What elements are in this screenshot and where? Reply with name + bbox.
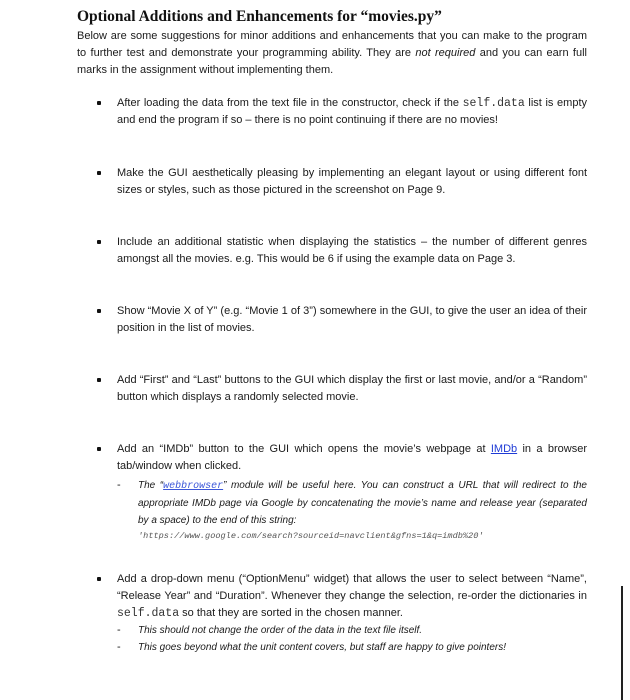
list-item bbox=[97, 571, 587, 656]
bullet-icon bbox=[97, 309, 101, 313]
sub-list-item bbox=[97, 639, 587, 656]
bullet-icon bbox=[97, 577, 101, 581]
page-title: Optional Additions and Enhancements for “movies.py” bbox=[77, 8, 442, 25]
list-item bbox=[97, 95, 587, 129]
note-text: This goes beyond what the unit content covers, but staff are happy to give pointers! bbox=[138, 642, 506, 653]
list-item bbox=[97, 234, 587, 268]
dash-icon: - bbox=[117, 624, 121, 636]
item-text: Include an additional statistic when displaying the statistics – the number of different genres amongst all the movies. e.g. This would be 6 if using the example data on Page 3. bbox=[117, 236, 587, 265]
inline-code: self.data bbox=[117, 607, 180, 620]
intro-emphasis: not required bbox=[415, 47, 476, 59]
intro-text-end: and you can earn full marks in the assignment without implementing them. bbox=[77, 47, 587, 76]
bullet-icon bbox=[97, 240, 101, 244]
item-text-end: list is empty and end the program if so – there is no point continuing if there are no movies! bbox=[117, 97, 587, 126]
dash-icon: - bbox=[117, 479, 121, 491]
note-text: This should not change the order of the data in the text file itself. bbox=[138, 625, 423, 636]
imdb-link[interactable]: IMDb bbox=[490, 443, 518, 455]
note-text: The “ bbox=[138, 480, 164, 491]
list-item bbox=[97, 372, 587, 406]
url-code: 'https://www.google.com/search?sourceid=navclient&gfns=1&q=imdb%20' bbox=[138, 531, 484, 541]
item-text: Add an “IMDb” button to the GUI which opens the movie’s webpage at bbox=[117, 443, 491, 455]
scrollbar[interactable] bbox=[621, 586, 623, 700]
item-text: After loading the data from the text file in the constructor, check if the bbox=[117, 97, 463, 109]
bullet-icon bbox=[97, 101, 101, 105]
sub-list-item bbox=[97, 477, 587, 544]
intro-text: Below are some suggestions for minor additions and enhancements that you can make to the program to further test and demonstrate your programming ability. They are bbox=[77, 30, 587, 59]
inline-code: self.data bbox=[462, 97, 525, 110]
bullet-icon bbox=[97, 447, 101, 451]
item-text: Show “Movie X of Y” (e.g. “Movie 1 of 3”) somewhere in the GUI, to give the user an idea of their position in the list of movies. bbox=[117, 305, 587, 334]
item-text-end: in a browser tab/window when clicked. bbox=[117, 443, 587, 472]
dash-icon: - bbox=[117, 641, 121, 653]
webbrowser-link[interactable]: webbrowser bbox=[163, 481, 224, 492]
bullet-icon bbox=[97, 171, 101, 175]
list-item bbox=[97, 441, 587, 544]
item-text-end: so that they are sorted in the chosen manner. bbox=[179, 607, 403, 619]
list-item bbox=[97, 303, 587, 337]
item-text: Make the GUI aesthetically pleasing by implementing an elegant layout or using different font sizes or styles, such as those pictured in the screenshot on Page 9. bbox=[117, 167, 587, 196]
list-item bbox=[97, 165, 587, 199]
note-text-end: ” module will be useful here. You can construct a URL that will redirect to the appropriate IMDb page via Google by concatenating the movie’s name and release year (separated by a space) to the end of this string: bbox=[138, 480, 587, 526]
item-text: Add a drop-down menu (“OptionMenu” widget) that allows the user to select between “Name”, “Release Year” and “Duration”. Whenever they change the selection, re-order the dictionaries in bbox=[117, 573, 587, 602]
bullet-icon bbox=[97, 378, 101, 382]
item-text: Add “First” and “Last” buttons to the GUI which display the first or last movie, and/or a “Random” button which displays a randomly selected movie. bbox=[117, 374, 587, 403]
sub-list-item bbox=[97, 622, 587, 639]
intro-paragraph bbox=[77, 28, 587, 79]
